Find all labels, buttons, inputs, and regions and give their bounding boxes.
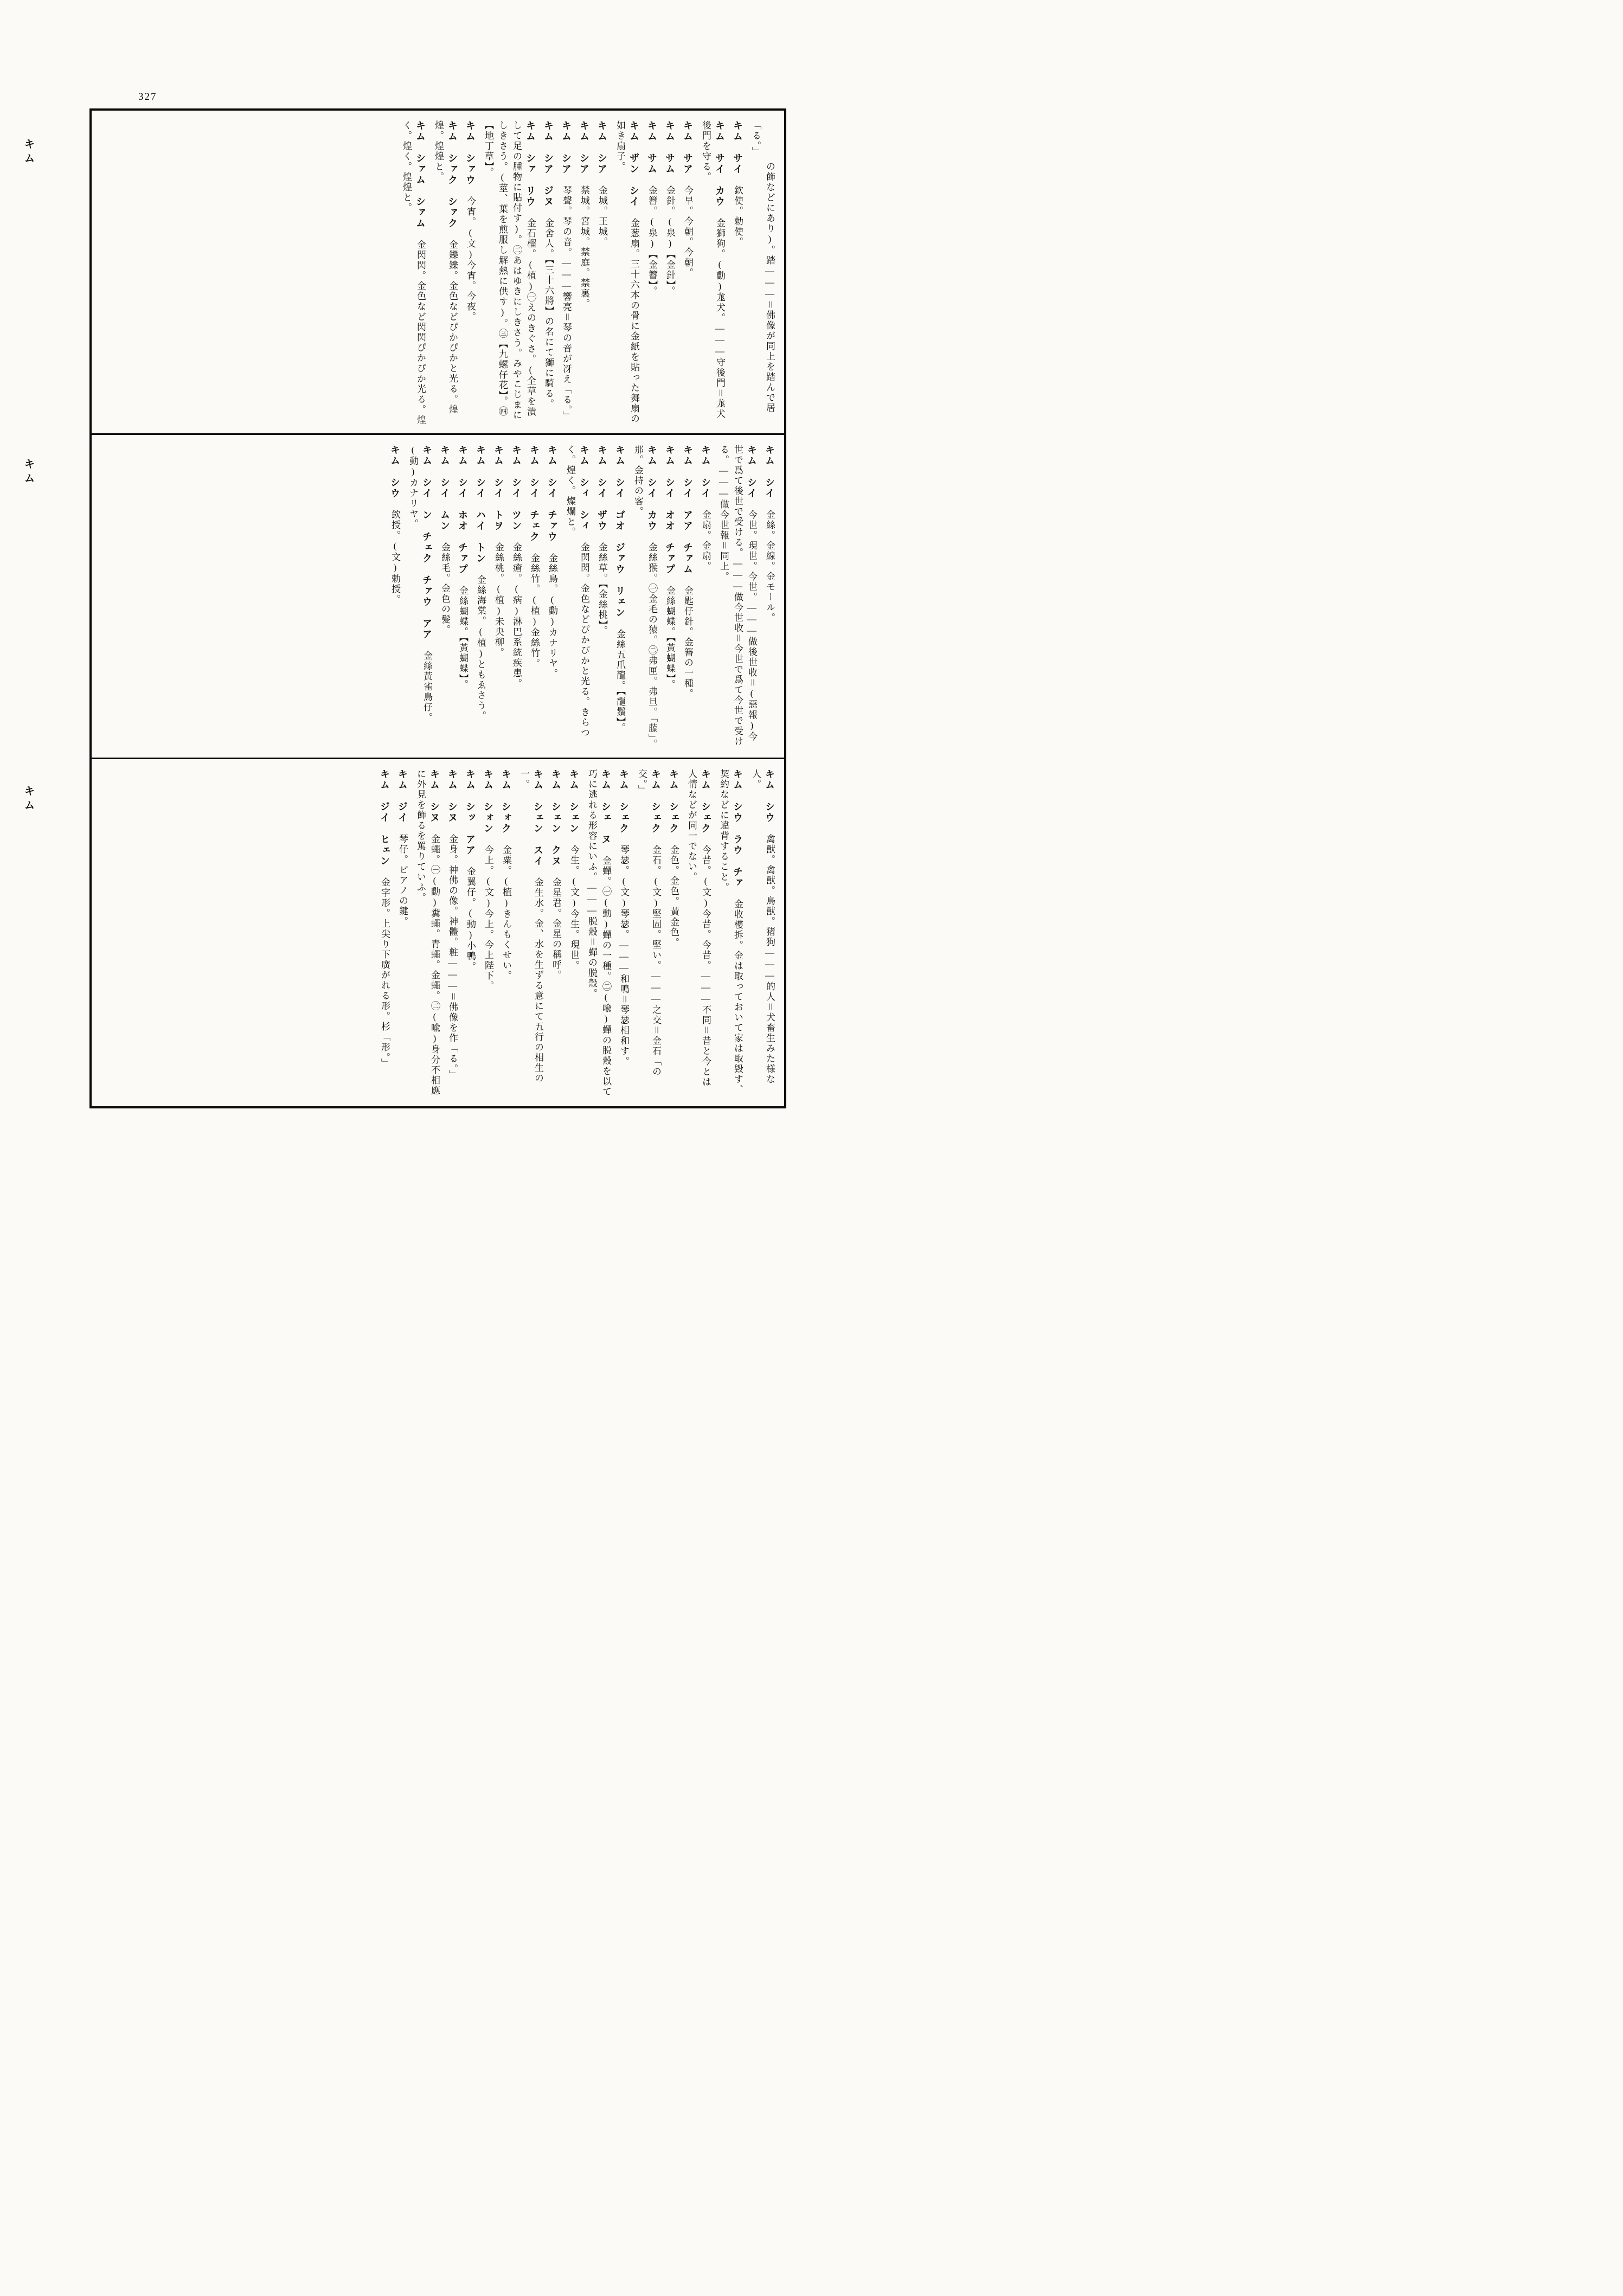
- entry-headword: キム シェン: [568, 769, 579, 845]
- entry-definition: 金絲桃。(植)未央柳。: [493, 542, 504, 658]
- entry-definition: 金閃閃。金色など閃閃ぴかぴか光る。煌く。煌く。煌煌と。: [401, 120, 426, 425]
- entry-definition: 金石榴。(植)㊀えのきぐさ。(全草を潰して足の腫物に貼付す)。㊁あはゆきにしきさう。みやこじまにしきさう。(莖、葉を煎服し解熱に供す)。㊂【九螺仔花】。㊃【地丁草】。: [483, 120, 536, 420]
- dictionary-entry: [463, 120, 477, 426]
- entry-definition: 金絲竹。(植)金絲竹。: [529, 553, 540, 669]
- entry-headword: キム シェン クヌ: [550, 769, 561, 877]
- entry-headword: キム シイ チェク: [529, 445, 540, 553]
- entry-headword: キム シェ ヌ: [600, 769, 611, 856]
- entry-definition: 金色。金色。黃金色。: [669, 845, 679, 948]
- dictionary-entry: [681, 445, 695, 750]
- entry-definition: 金舍人。【三十六將】の名にて獅に騎る。: [543, 218, 554, 409]
- dictionary-entry: [377, 769, 392, 1097]
- dictionary-entry: [585, 769, 613, 1097]
- entry-headword: キム シォク: [501, 769, 511, 845]
- dictionary-entry: [716, 445, 759, 750]
- entry-definition: 金生水。金、水を生ずる意にて五行の相生の一。: [519, 769, 543, 1083]
- entry-headword: キム シア ジヌ: [543, 120, 554, 218]
- entry-headword: キム シイ ホオ チァプ: [457, 445, 468, 586]
- entry-definition: 金絲猴。㊀金毛の猿。㊁弗匣。弗旦。「藤」。那。金持の客。: [633, 445, 657, 749]
- dictionary-entry: [567, 769, 581, 1097]
- entry-headword: キム ジイ ヒェン: [379, 769, 390, 877]
- dictionary-entry: [481, 120, 537, 426]
- dictionary-entry: [438, 445, 452, 750]
- entry-definition: 琴聲。琴の音。———響亮＝琴の音が冴え「る。」: [561, 185, 572, 421]
- dictionary-entry: [730, 120, 745, 426]
- entry-headword: キム シァウ: [465, 120, 476, 196]
- entry-definition: 琴仔。ピアノの鍵。: [397, 834, 408, 927]
- margin-guide-word-middle: キム: [22, 458, 34, 486]
- entry-definition: 金針。(泉)【金針】。: [665, 185, 675, 297]
- entry-definition: 金獅狗。(動)尨犬。———守後門＝尨犬後門を守る。: [701, 120, 725, 419]
- entry-headword: キム シア: [579, 120, 589, 185]
- dictionary-entry: [549, 769, 563, 1097]
- entry-definition: 禽獸。禽獸。鳥獸。猪狗———的人＝犬畜生みた様な人。: [750, 769, 775, 1085]
- dictionary-entry: [545, 445, 559, 750]
- dictionary-entry: [431, 120, 459, 426]
- entry-definition: 琴瑟。(文)琴瑟。———和鳴＝琴瑟相和す。: [619, 845, 629, 1067]
- entry-headword: キム シェン スイ: [533, 769, 543, 877]
- entry-definition: 金蠅。㊀(動)糞蠅。青蠅。金蠅。㊁(喩)身分不相應に外見を飾るを罵りていふ。: [415, 769, 440, 1096]
- dictionary-band-middle: [92, 435, 784, 759]
- entry-definition: 今生。(文)今生。現世。: [569, 845, 579, 971]
- entry-headword: キム シァ リウ: [525, 120, 536, 218]
- entry-headword: キム シイ アア チァム: [682, 445, 693, 586]
- entry-headword: キム シア: [561, 120, 572, 185]
- entry-headword: キム サイ: [732, 120, 743, 185]
- dictionary-entry: [716, 769, 745, 1097]
- entry-definition: 金字形。上尖り下廣がれる形。杉「形。」: [380, 877, 390, 1069]
- dictionary-entry: [663, 120, 677, 426]
- dictionary-entry: [499, 769, 513, 1097]
- dictionary-entry: [395, 769, 409, 1097]
- entry-definition: 今世。現世。今世。———做後世收＝(惡報)今世で爲て後世で受ける。———做今世收＝今世で爲て今世で受ける。———做今世報＝同上。: [719, 445, 757, 747]
- entry-definition: 今上。(文)今上。今上陛下。: [483, 845, 493, 991]
- entry-headword: キム シイ チァウ: [547, 445, 557, 553]
- dictionary-entry: [748, 120, 777, 426]
- entry-headword: キム シィ シィ: [579, 445, 589, 542]
- entry-headword: キム シァム シァム: [415, 120, 426, 240]
- entry-definition: 金絲蝴蝶。【黃蝴蝶】。: [665, 586, 675, 690]
- entry-definition: 金鑠鑠。金色などぴかぴかと光る。煌煌。煌煌と。: [433, 120, 458, 415]
- entry-definition: 金星君。金星の稱呼。: [551, 877, 561, 980]
- entry-headword: キム サム: [646, 120, 657, 185]
- entry-headword: キム シヌ: [447, 769, 458, 834]
- dictionary-entry: [527, 445, 541, 750]
- entry-headword: キム シイ: [764, 445, 775, 510]
- entry-headword: キム シイ オオ チァプ: [664, 445, 675, 586]
- entry-definition: 今昔。(文)今昔。今昔。———不同＝昔と今とは人情などが同一でない。: [687, 769, 711, 1087]
- entry-headword: キム サイ カウ: [714, 120, 725, 218]
- entry-headword: キム シイ トヲ: [493, 445, 504, 542]
- margin-guide-word-top: キム: [22, 138, 34, 166]
- dictionary-band-top: [92, 111, 784, 435]
- entry-definition: の飾などにあり)。踏———＝佛像が同上を踏んで居「る。」: [750, 120, 775, 413]
- entry-headword: キム サム: [664, 120, 675, 185]
- entry-definition: 金絲毛。金色の髪。: [440, 542, 450, 635]
- entry-headword: キム シイ ハイ トン: [475, 445, 486, 575]
- entry-definition: 金絲海棠。(植)ともゑさう。: [476, 575, 486, 721]
- dictionary-entry: [645, 120, 659, 426]
- entry-definition: 金絲蝴蝶。【黃蝴蝶】。: [458, 586, 468, 690]
- dictionary-entry: [577, 120, 591, 426]
- entry-headword: キム シイ カウ: [646, 445, 657, 542]
- entry-definition: 金絲黃雀鳥仔。(動)カナリヤ。: [408, 445, 432, 723]
- entry-definition: 金絲。金線。金モール。: [765, 510, 775, 623]
- entry-headword: キム シイ ゴオ ジァウ リェン: [614, 445, 625, 629]
- dictionary-entry: [456, 445, 470, 750]
- entry-definition: 今早。今朝。今朝。: [683, 185, 693, 278]
- entry-definition: 金粟。(植)きんもくせい。: [501, 845, 511, 981]
- entry-headword: キム シウ ラウ チァ: [732, 769, 743, 899]
- dictionary-entry: [613, 445, 627, 750]
- entry-definition: 金收樓拆。金は取っておいて家は取毀す、契約などに違背すること。: [719, 769, 743, 1095]
- dictionary-entry: [595, 445, 609, 750]
- page-number: 327: [138, 91, 157, 102]
- entry-definition: 禁城。宮城。禁庭。禁裏。: [579, 185, 589, 309]
- entry-headword: キム シウ: [389, 445, 400, 510]
- dictionary-entry: [445, 769, 459, 1097]
- entry-definition: 金扇。金扇。: [701, 510, 711, 572]
- entry-definition: 金葱扇。三十六本の骨に金紙を貼った舞扇の如き扇子。: [615, 120, 639, 424]
- entry-definition: 金翼仔。(動)小鴨。: [465, 867, 476, 972]
- entry-definition: 今宵。(文)今宵。今夜。: [465, 196, 476, 322]
- dictionary-entry: [698, 120, 727, 426]
- entry-definition: 金絲鳥。(動)カナリヤ。: [547, 553, 557, 679]
- entry-headword: キム シア: [596, 120, 607, 185]
- dictionary-band-bottom: [92, 759, 784, 1105]
- dictionary-entry: [613, 120, 641, 426]
- margin-guide-word-bottom: キム: [22, 785, 34, 813]
- entry-definition: 金閃閃。金色などぴかぴかと光る。きらつく。煌く。燦爛と。: [565, 445, 589, 738]
- dictionary-entry: [663, 445, 677, 750]
- dictionary-entry: [399, 120, 427, 426]
- dictionary-entry: [698, 445, 713, 750]
- entry-headword: キム シイ ザウ: [596, 445, 607, 542]
- entry-definition: 欽授。(文)勅授。: [390, 510, 400, 605]
- dictionary-entry: [463, 769, 477, 1097]
- entry-headword: キム シイ ツン: [511, 445, 522, 542]
- dictionary-entry: [413, 769, 441, 1097]
- dictionary-entry: [595, 120, 609, 426]
- entry-definition: 金絲五爪龍。【龍鬚】。: [615, 629, 625, 733]
- dictionary-page-frame: [89, 108, 786, 1108]
- entry-headword: キム ジイ: [397, 769, 408, 834]
- dictionary-entry: [666, 769, 681, 1097]
- dictionary-entry: [563, 445, 591, 750]
- dictionary-entry: [473, 445, 487, 750]
- dictionary-entry: [748, 769, 777, 1097]
- entry-definition: 欽使。勅使。: [733, 185, 743, 247]
- entry-definition: 金身。神佛の像。神體。粧———＝佛像を作「る。」: [447, 834, 458, 1080]
- dictionary-entry: [491, 445, 505, 750]
- dictionary-entry: [681, 120, 695, 426]
- dictionary-entry: [762, 445, 777, 750]
- entry-headword: キム サア: [682, 120, 693, 185]
- entry-headword: キム シァク シァク: [447, 120, 458, 240]
- dictionary-entry: [634, 769, 663, 1097]
- dictionary-entry: [559, 120, 573, 426]
- entry-definition: 金匙仔針。金簪の一種。: [683, 586, 693, 699]
- dictionary-entry: [509, 445, 523, 750]
- dictionary-entry: [684, 769, 713, 1097]
- entry-definition: 金石。(文)堅固。堅い。———之交＝金石「の交。」: [637, 769, 661, 1077]
- entry-definition: 金絲草。【金絲桃】。: [597, 542, 607, 636]
- entry-headword: キム シイ ン チェク チァウ アア: [421, 445, 432, 651]
- entry-headword: キム シェク: [668, 769, 679, 845]
- entry-headword: キム シッ アア: [465, 769, 476, 867]
- dictionary-entry: [388, 445, 402, 750]
- dictionary-entry: [617, 769, 631, 1097]
- entry-headword: キム シウ: [764, 769, 775, 834]
- entry-headword: キム ザン シイ: [628, 120, 639, 218]
- entry-definition: 金絲瘡。(病)淋巴系統疾患。: [511, 542, 522, 689]
- entry-definition: 金蟬。㊀(動)蟬の一種。㊁(喩)蟬の脱殼を以て巧に逃れる形容にいふ。———脱殼＝蟬の脱殼。: [587, 769, 611, 1097]
- entry-definition: 金簪。(泉)【金簪】。: [647, 185, 657, 297]
- entry-headword: キム シイ: [700, 445, 711, 510]
- entry-headword: キム シヌ: [429, 769, 440, 834]
- entry-headword: キム シェク: [618, 769, 629, 845]
- entry-headword: キム シェク: [650, 769, 661, 845]
- entry-definition: 金城。王城。: [597, 185, 607, 247]
- dictionary-entry: [631, 445, 659, 750]
- entry-headword: キム シイ ムン: [439, 445, 450, 542]
- dictionary-entry: [481, 769, 495, 1097]
- dictionary-entry: [517, 769, 545, 1097]
- dictionary-entry: [541, 120, 555, 426]
- entry-headword: キム シォン: [483, 769, 493, 845]
- dictionary-entry: [406, 445, 434, 750]
- entry-headword: キム シェク: [700, 769, 711, 845]
- entry-headword: キム シイ: [746, 445, 757, 510]
